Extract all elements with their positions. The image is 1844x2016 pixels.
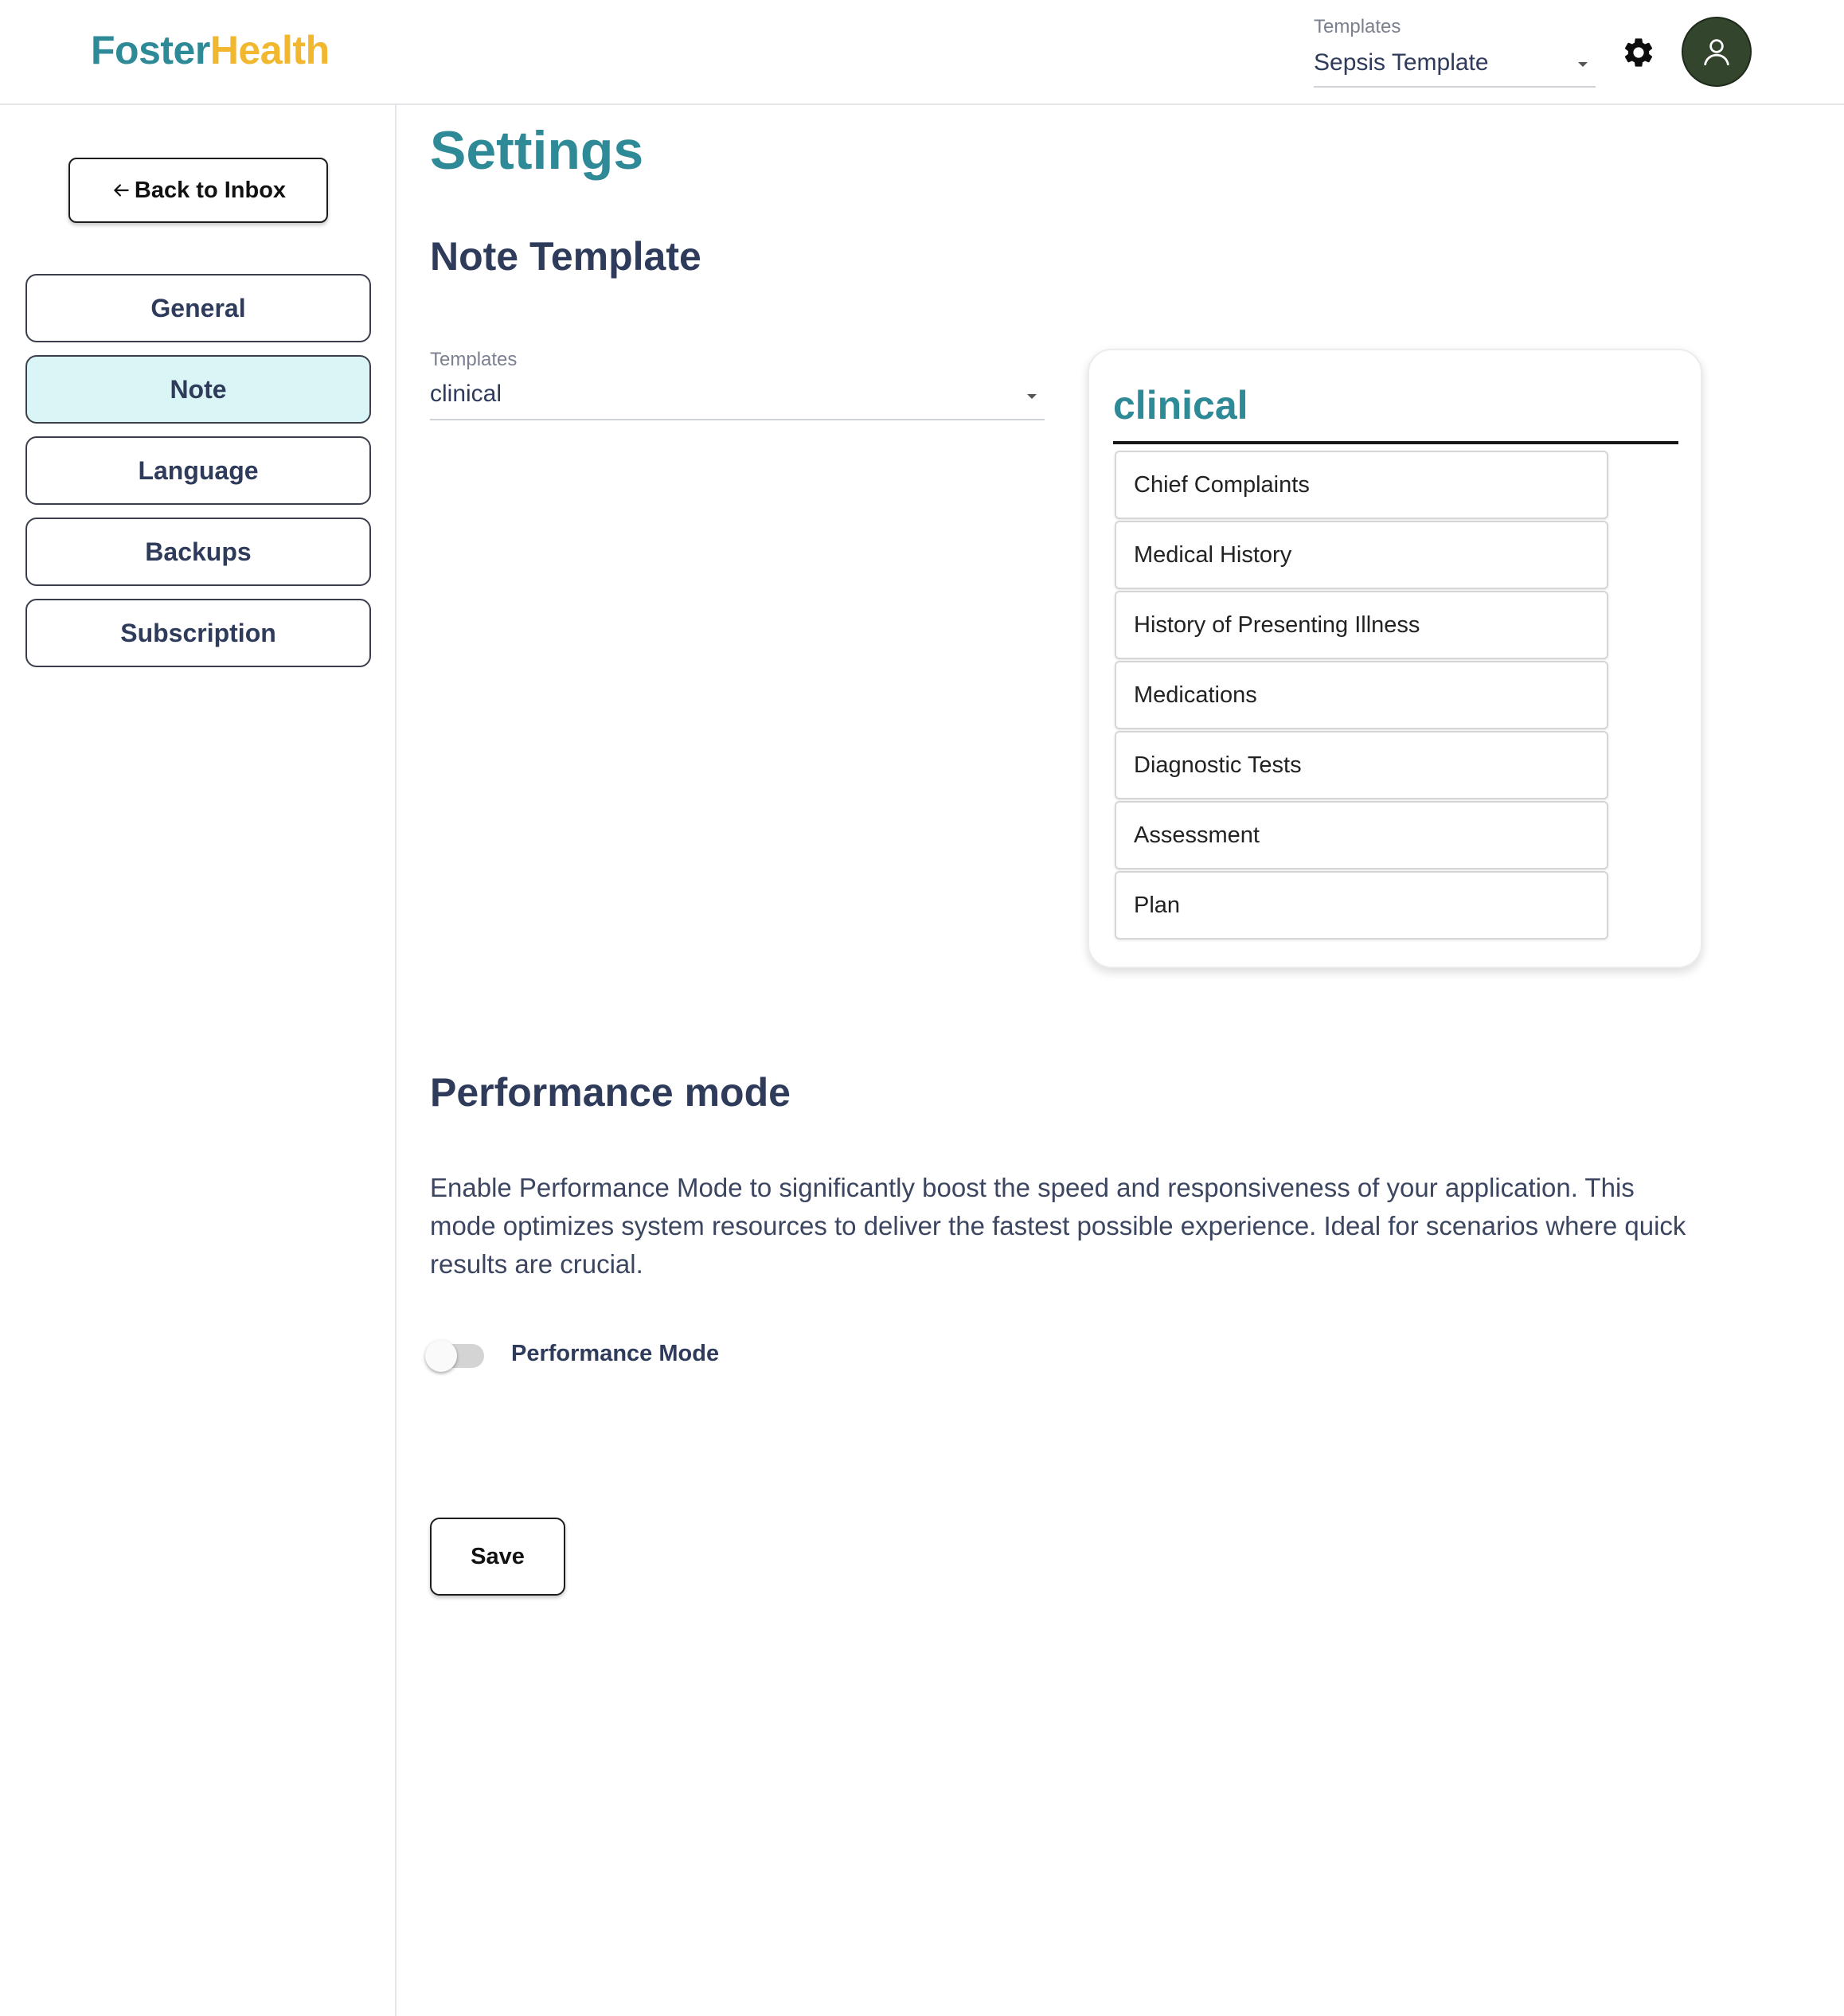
template-preview-card xyxy=(1088,349,1702,968)
template-section-item[interactable] xyxy=(1115,591,1608,659)
performance-mode-description: Enable Performance Mode to significantly boost the speed and responsiveness of your application. This mode optimizes system resources to deliver the fastest possible experience. Ideal for scenarios where quick results are crucial. xyxy=(430,1173,1686,1279)
chevron-down-icon xyxy=(1578,62,1588,67)
header-template-label: Templates xyxy=(1314,16,1401,37)
sidebar-item-label: Note xyxy=(170,374,227,404)
sidebar-item-label: Subscription xyxy=(120,618,276,647)
arrow-left-icon xyxy=(111,180,131,201)
template-preview-divider xyxy=(1113,441,1678,444)
sidebar-item-label: Language xyxy=(138,455,259,485)
template-section-item[interactable] xyxy=(1115,661,1608,729)
template-section-list xyxy=(1115,451,1608,941)
gear-icon xyxy=(1621,35,1656,70)
back-to-inbox-label: Back to Inbox xyxy=(134,177,287,203)
user-icon xyxy=(1700,35,1733,68)
sidebar-item-language[interactable] xyxy=(25,436,371,505)
sidebar-item-note[interactable] xyxy=(25,355,371,424)
settings-button[interactable] xyxy=(1616,30,1661,75)
sidebar-item-label: Backups xyxy=(145,537,252,566)
template-preview-title: clinical xyxy=(1113,383,1248,428)
save-button[interactable] xyxy=(430,1518,565,1596)
template-section-label: Diagnostic Tests xyxy=(1134,752,1302,778)
template-section-item[interactable] xyxy=(1115,801,1608,869)
note-template-select-label: Templates xyxy=(430,349,518,370)
header-template-select[interactable] xyxy=(1314,14,1596,88)
note-template-select[interactable] xyxy=(430,347,1045,420)
chevron-down-icon xyxy=(1027,394,1037,399)
back-to-inbox-button[interactable] xyxy=(68,158,328,223)
template-section-item[interactable] xyxy=(1115,521,1608,589)
sidebar-item-label: General xyxy=(150,293,246,322)
sidebar-item-subscription[interactable] xyxy=(25,599,371,667)
template-section-label: History of Presenting Illness xyxy=(1134,611,1420,638)
template-section-label: Chief Complaints xyxy=(1134,471,1310,498)
header-template-value: Sepsis Template xyxy=(1314,49,1489,76)
logo-part-health: Health xyxy=(209,28,330,72)
page-title: Settings xyxy=(430,120,644,181)
performance-mode-toggle-label: Performance Mode xyxy=(511,1341,720,1366)
performance-mode-toggle[interactable] xyxy=(428,1344,484,1368)
template-section-label: Medications xyxy=(1134,682,1257,708)
note-template-select-value: clinical xyxy=(430,381,502,407)
performance-mode-heading: Performance mode xyxy=(430,1070,791,1115)
settings-sidebar xyxy=(0,105,397,2016)
sidebar-item-backups[interactable] xyxy=(25,518,371,586)
template-section-item[interactable] xyxy=(1115,451,1608,519)
logo-part-foster: Foster xyxy=(91,28,210,72)
user-avatar-button[interactable] xyxy=(1682,17,1752,87)
toggle-knob xyxy=(425,1340,457,1372)
app-logo[interactable] xyxy=(91,27,330,73)
template-section-label: Plan xyxy=(1134,892,1181,918)
sidebar-item-general[interactable] xyxy=(25,274,371,342)
template-section-label: Medical History xyxy=(1134,541,1292,568)
template-section-item[interactable] xyxy=(1115,871,1608,940)
save-button-label: Save xyxy=(471,1543,525,1569)
template-section-item[interactable] xyxy=(1115,731,1608,799)
top-header xyxy=(0,0,1844,105)
note-template-heading: Note Template xyxy=(430,234,701,279)
template-section-label: Assessment xyxy=(1134,822,1260,848)
